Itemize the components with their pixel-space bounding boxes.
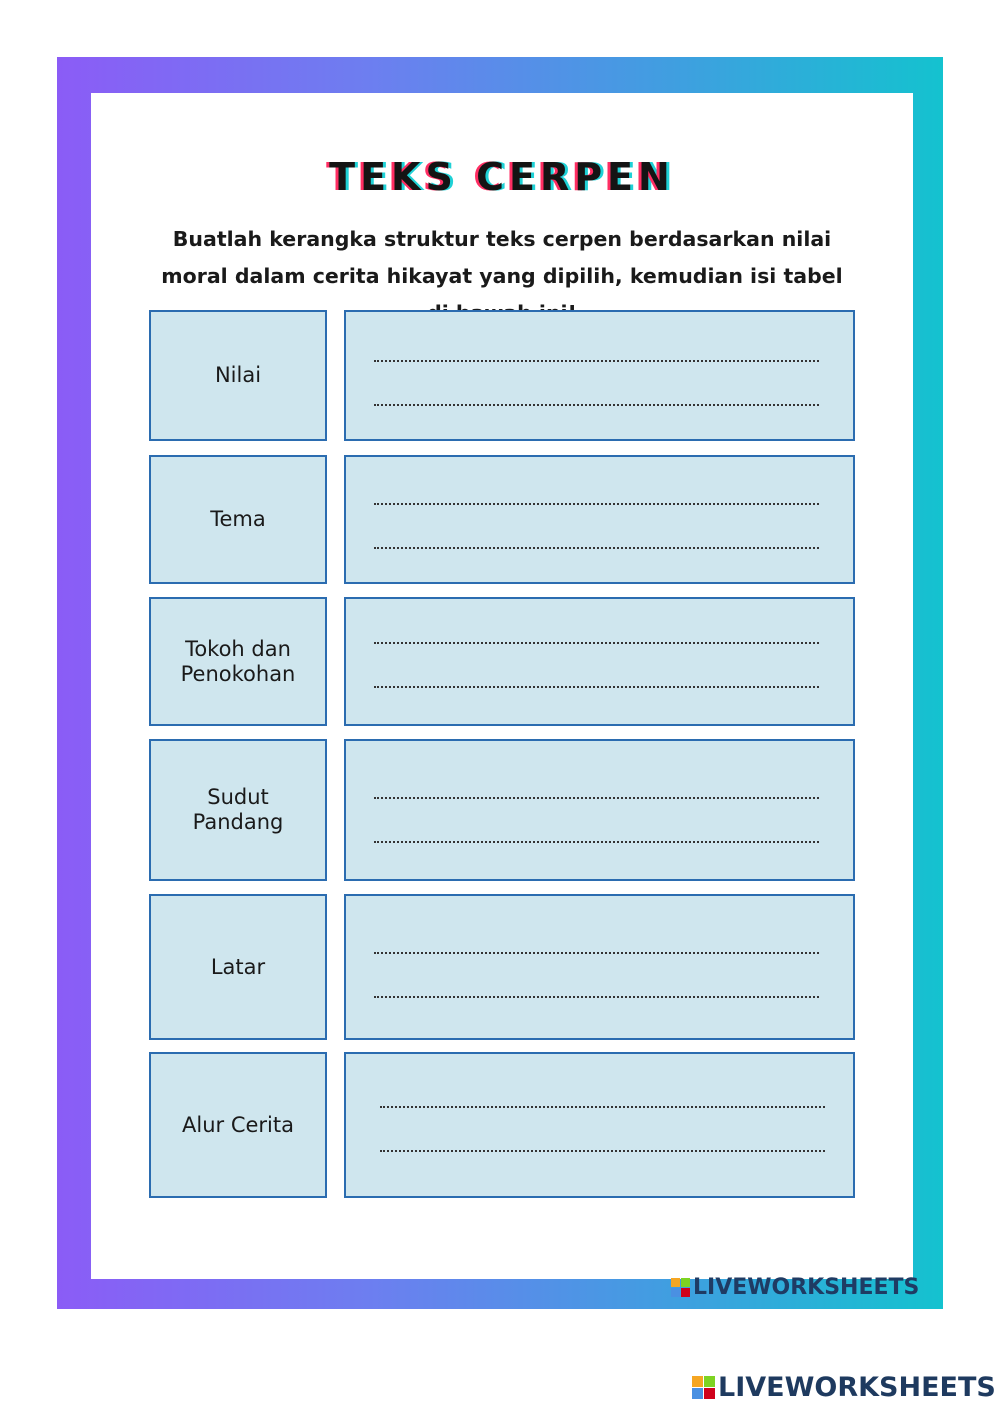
- answer-field[interactable]: [344, 455, 855, 584]
- watermark-text: LIVEWORKSHEETS: [693, 1275, 920, 1300]
- footer-brand-text: LIVEWORKSHEETS: [718, 1372, 996, 1403]
- answer-line: [374, 996, 819, 998]
- liveworksheets-logo-icon: [692, 1376, 715, 1399]
- worksheet-page: [91, 93, 913, 1279]
- row-label: Alur Cerita: [149, 1052, 327, 1198]
- watermark-inner: [671, 1275, 919, 1300]
- answer-line: [374, 503, 819, 505]
- table-row: [149, 739, 856, 881]
- answer-line: [380, 1106, 825, 1108]
- row-label: Tema: [149, 455, 327, 584]
- answer-line: [374, 952, 819, 954]
- instruction-text: Buatlah kerangka struktur teks cerpen berdasarkan nilai moral dalam cerita hikayat yang dipilih, kemudian isi tabel: [161, 227, 843, 288]
- row-label: Nilai: [149, 310, 327, 441]
- table-row: [149, 310, 856, 441]
- row-label: Latar: [149, 894, 327, 1040]
- answer-field[interactable]: [344, 1052, 855, 1198]
- answer-line: [374, 642, 819, 644]
- liveworksheets-footer-link[interactable]: [692, 1372, 996, 1403]
- row-label: Tokoh dan Penokohan: [149, 597, 327, 726]
- answer-line: [374, 404, 819, 406]
- answer-field[interactable]: [344, 894, 855, 1040]
- answer-field[interactable]: [344, 597, 855, 726]
- answer-line: [374, 797, 819, 799]
- answer-line: [374, 360, 819, 362]
- table-row: [149, 455, 856, 584]
- table-row: [149, 894, 856, 1040]
- row-label: Sudut Pandang: [149, 739, 327, 881]
- table-row: [149, 1052, 856, 1198]
- answer-line: [374, 841, 819, 843]
- answer-line: [380, 1150, 825, 1152]
- answer-field[interactable]: [344, 739, 855, 881]
- gradient-frame: [57, 57, 943, 1309]
- answer-line: [374, 547, 819, 549]
- page-title: TEKS CERPEN: [329, 155, 675, 199]
- table-row: [149, 597, 856, 726]
- answer-line: [374, 686, 819, 688]
- answer-field[interactable]: [344, 310, 855, 441]
- liveworksheets-logo-icon: [671, 1278, 690, 1297]
